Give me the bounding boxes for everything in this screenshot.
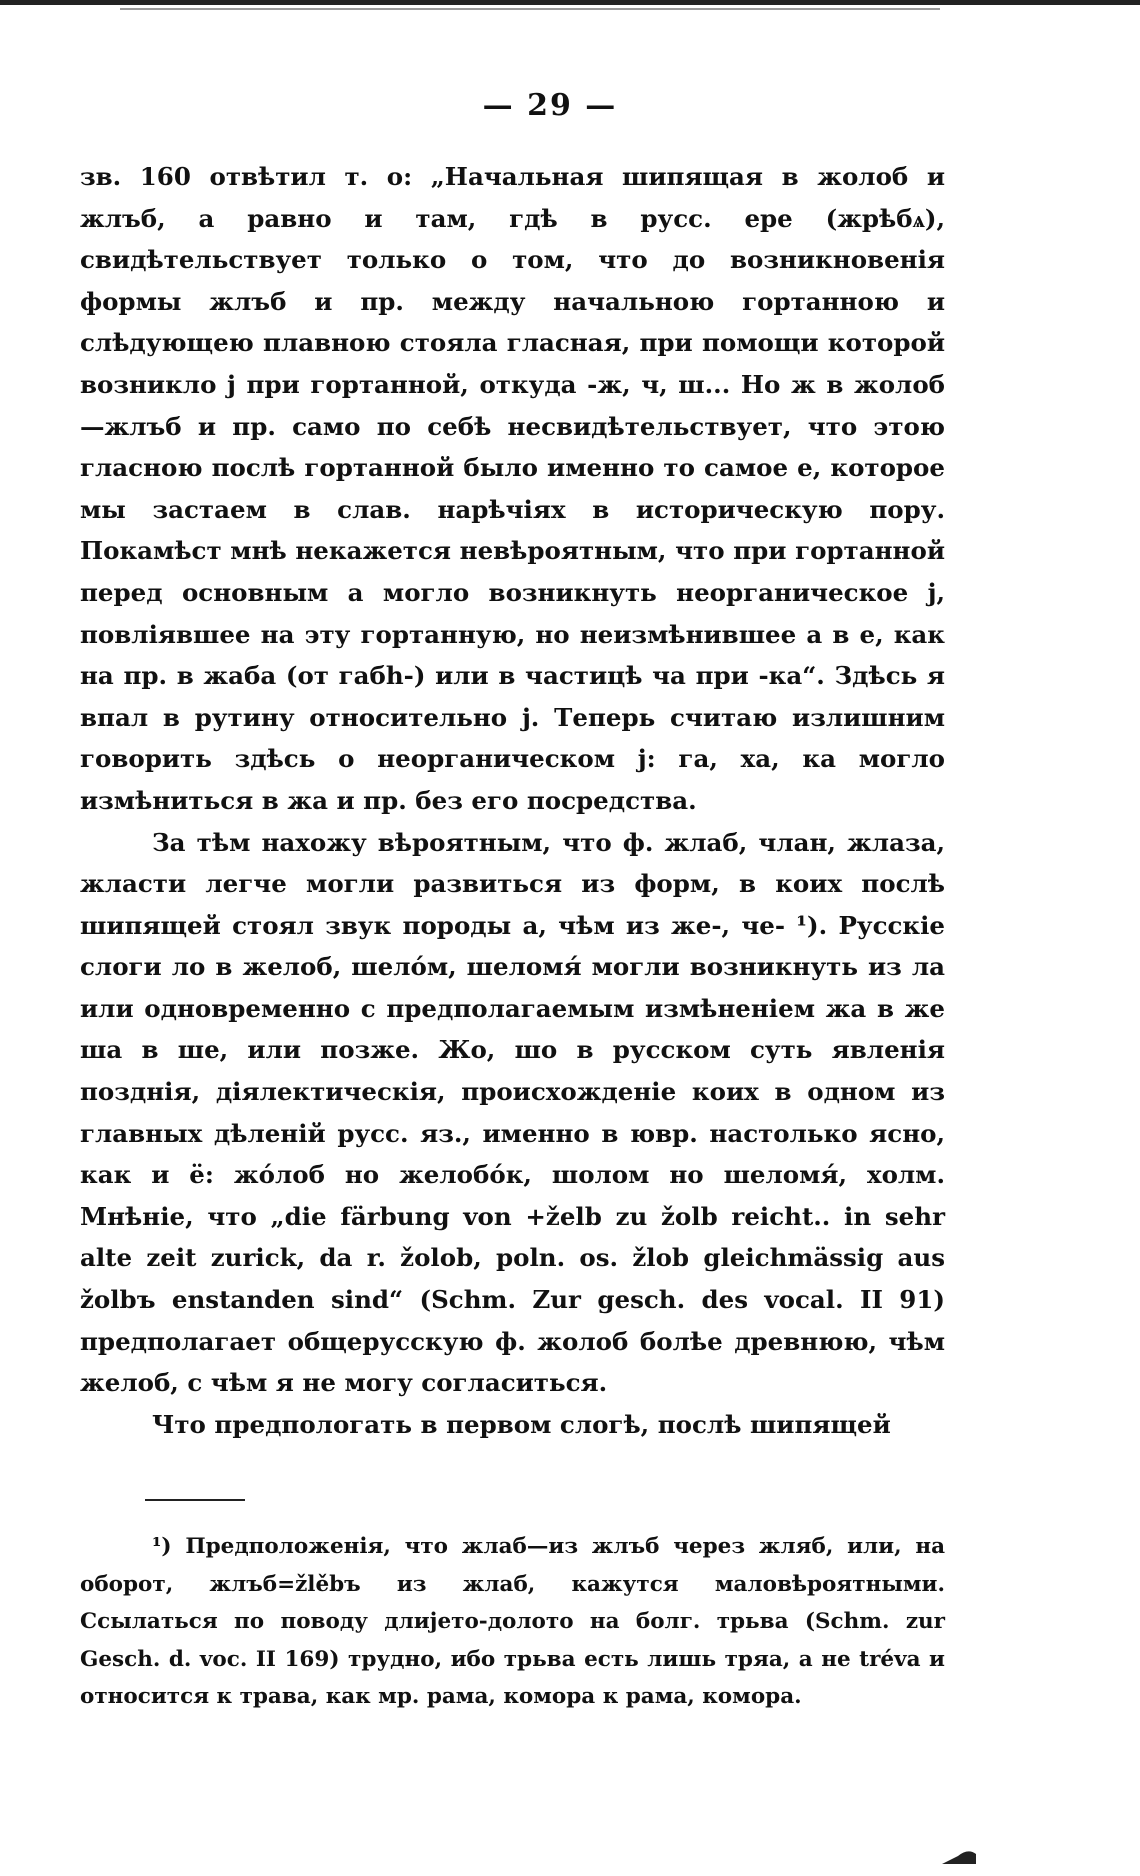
top-border [0,0,1140,5]
footnotes [80,1528,945,1716]
footnote-1: ¹) Предположенія, что жлаб—из жлъб через жляб, или, на оборот, жлъб=žlěbъ из жлаб, кажутся маловѣроятными. Ссылаться по поводу длијето-долото на болг. трьва (Schm. zur Gesch. d. voc. II 169) трудно, ибо трьва есть лишь тряа, а не tréva и относится к трава, как мр. рама, комора к рама, комора. [80,1534,945,1709]
paragraph-1: зв. 160 отвѣтил т. о: „Начальная шипящая в жолоб и жлъб, а равно и там, гдѣ в русс. ере (жрѣбѧ), свидѣтельствует только о том, что до возникновенія формы жлъб и пр. между начальною гортанною и слѣдующею плавною стояла гласная, при помощи которой возникло j при гортанной, откуда -ж, ч, ш... Но ж в жолоб—жлъб и пр. само по себѣ несвидѣтельствует, что этою гласною послѣ гортанной было именно то самое е, которое мы застаем в слав. нарѣчіях в историческую пору. Покамѣст мнѣ некажется невѣроятным, что при гортанной перед основным а могло возникнуть неорганическое j, повліявшее на эту гортанную, но неизмѣнившее а в е, как на пр. в жаба (от габh-) или в частицѣ ча при -ка“. Здѣсь я впал в рутину относительно j. Теперь считаю излишним говорить здѣсь о неорганическом j: га, ха, ка могло измѣниться в жа и пр. без его посредства. [80,162,945,815]
page-number: — 29 — [482,88,618,123]
paragraph-2: За тѣм нахожу вѣроятным, что ф. жлаб, члан, жлаза, жласти легче могли развиться из форм, в коих послѣ шипящей стоял звук породы а, чѣм из же-, че- ¹). Русскіе слоги ло в желоб, шелóм, шеломя́ могли возникнуть из ла или одновременно с предполагаемым измѣненіем жа в же ша в ше, или позже. Жо, шо в русском суть явленія позднія, діялектическія, происхожденіе коих в одном из главных дѣленій русс. яз., именно в ювр. настолько ясно, как и ё: жóлоб но желобóк, шолом но шеломя́, холм. Мнѣніе, что „die färbung von +želb zu žolb reicht.. in sehr alte zeit zurick, da r. žolob, poln. os. žlob gleichmässig aus žolbъ enstanden sind“ (Schm. Zur gesch. des vocal. II 91) предполагает общерусскую ф. жолоб болѣе древнюю, чѣм желоб, с чѣм я не могу согласиться. [80,827,945,1398]
corner-smudge-mark [940,1846,978,1866]
top-border-secondary [120,8,940,10]
footnote-separator [145,1499,245,1501]
main-text [80,156,945,1445]
paragraph-3: Что предпологать в первом слогѣ, послѣ шипящей [152,1409,891,1439]
